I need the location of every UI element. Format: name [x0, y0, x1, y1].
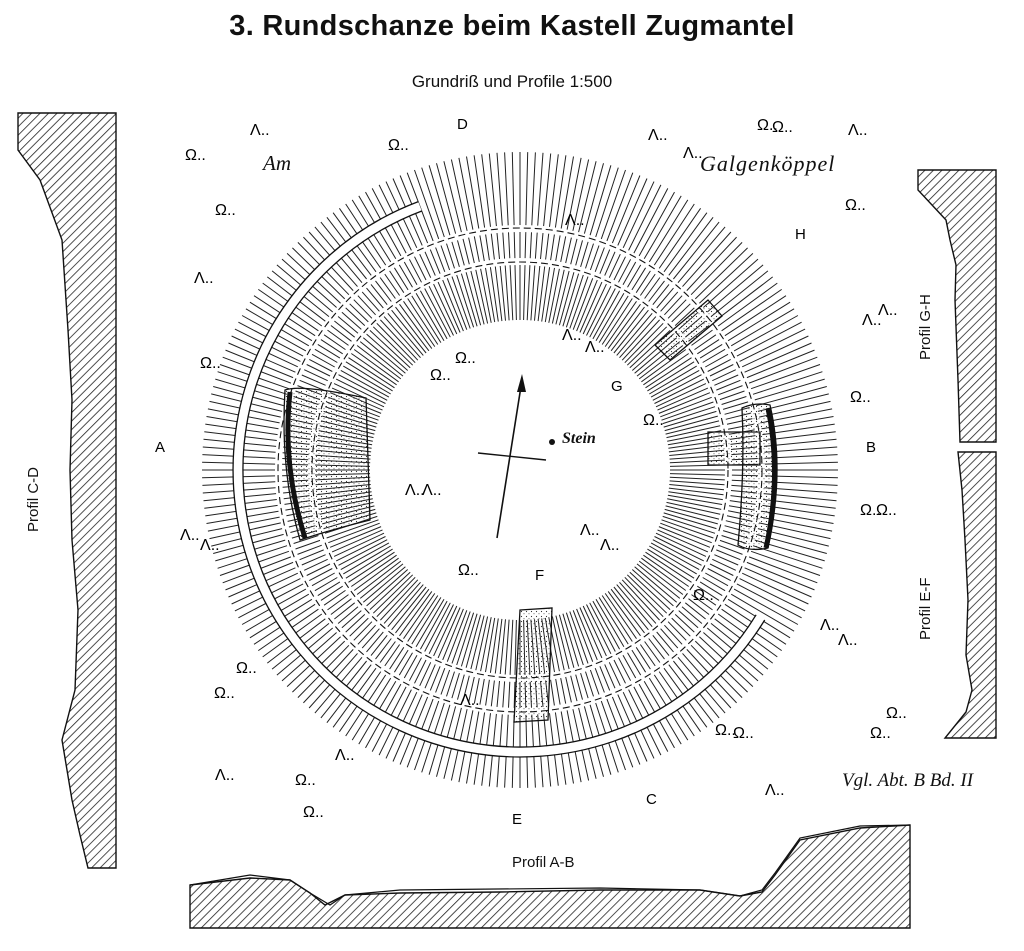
- tree-symbol: Λ..: [335, 747, 355, 764]
- tree-symbol: Λ..: [460, 692, 480, 709]
- profile-ef-label: Profil E-F: [917, 577, 934, 640]
- profile-gh-label: Profil G-H: [917, 294, 934, 360]
- tree-symbol: Λ..: [565, 212, 585, 229]
- bush-symbol: Ω..: [772, 119, 793, 136]
- bush-symbol: Ω..: [733, 725, 754, 742]
- tree-symbol: Λ..: [585, 339, 605, 356]
- point-e: E: [512, 811, 523, 828]
- gate-structure: [514, 608, 552, 722]
- tree-symbol: Λ..: [838, 632, 858, 649]
- bush-symbol: Ω..: [388, 137, 409, 154]
- ringwall-earthwork: [202, 152, 838, 788]
- tree-symbol: Λ..: [422, 482, 442, 499]
- label-galgenkoppel: Galgenköppel: [700, 151, 836, 176]
- tree-symbol: Λ..: [580, 522, 600, 539]
- tree-symbol: Λ..: [200, 537, 220, 554]
- bush-symbol: Ω..: [236, 660, 257, 677]
- tree-symbol: Λ..: [848, 122, 868, 139]
- label-am: Am: [263, 151, 291, 175]
- gate-structure: [708, 432, 760, 465]
- bush-symbol: Ω..: [200, 355, 221, 372]
- label-stein: Stein: [562, 430, 596, 447]
- tree-symbol: Λ..: [683, 145, 703, 162]
- reference-note: Vgl. Abt. B Bd. II: [842, 770, 974, 791]
- tree-symbol: Λ..: [562, 327, 582, 344]
- tree-symbol: Λ..: [878, 302, 898, 319]
- point-d: D: [457, 116, 468, 133]
- tree-symbol: Λ..: [194, 270, 214, 287]
- profile-ab-section: [190, 825, 910, 928]
- point-a: A: [155, 439, 166, 456]
- bush-symbol: Ω..: [850, 389, 871, 406]
- bush-symbol: Ω..: [845, 197, 866, 214]
- bush-symbol: Ω..: [214, 685, 235, 702]
- bush-symbol: Ω..: [455, 350, 476, 367]
- tree-symbol: Λ..: [215, 767, 235, 784]
- tree-symbol: Λ..: [765, 782, 785, 799]
- bush-symbol: Ω..: [185, 147, 206, 164]
- bush-symbol: Ω..: [860, 502, 881, 519]
- bush-symbol: Ω..: [715, 722, 736, 739]
- figure-subtitle: Grundriß und Profile 1:500: [411, 72, 613, 91]
- point-b: B: [866, 439, 877, 456]
- tree-symbol: Λ..: [862, 312, 882, 329]
- bush-symbol: Ω..: [458, 562, 479, 579]
- bush-symbol: Ω..: [295, 772, 316, 789]
- bush-symbol: Ω..: [876, 502, 897, 519]
- bush-symbol: Ω..: [886, 705, 907, 722]
- tree-symbol: Λ..: [250, 122, 270, 139]
- tree-symbol: Λ..: [405, 482, 425, 499]
- stein-marker: [549, 439, 555, 445]
- bush-symbol: Ω..: [870, 725, 891, 742]
- bush-symbol: Ω..: [757, 117, 778, 134]
- point-f: F: [535, 567, 545, 584]
- bush-symbol: Ω..: [303, 804, 324, 821]
- tree-symbol: Λ..: [180, 527, 200, 544]
- point-h: H: [795, 226, 806, 243]
- profile-cd-label: Profil C-D: [25, 466, 42, 532]
- tree-symbol: Λ..: [648, 127, 668, 144]
- point-g: G: [611, 378, 623, 395]
- tree-symbol: Λ..: [600, 537, 620, 554]
- bush-symbol: Ω..: [215, 202, 236, 219]
- profile-ef-section: [945, 452, 996, 738]
- bush-symbol: Ω..: [643, 412, 664, 429]
- profile-ab-label: Profil A-B: [512, 854, 575, 871]
- point-c: C: [646, 791, 657, 808]
- tree-symbol: Λ..: [820, 617, 840, 634]
- bush-symbol: Ω..: [430, 367, 451, 384]
- figure-title: 3. Rundschanze beim Kastell Zugmantel: [229, 10, 795, 42]
- bush-symbol: Ω..: [693, 587, 714, 604]
